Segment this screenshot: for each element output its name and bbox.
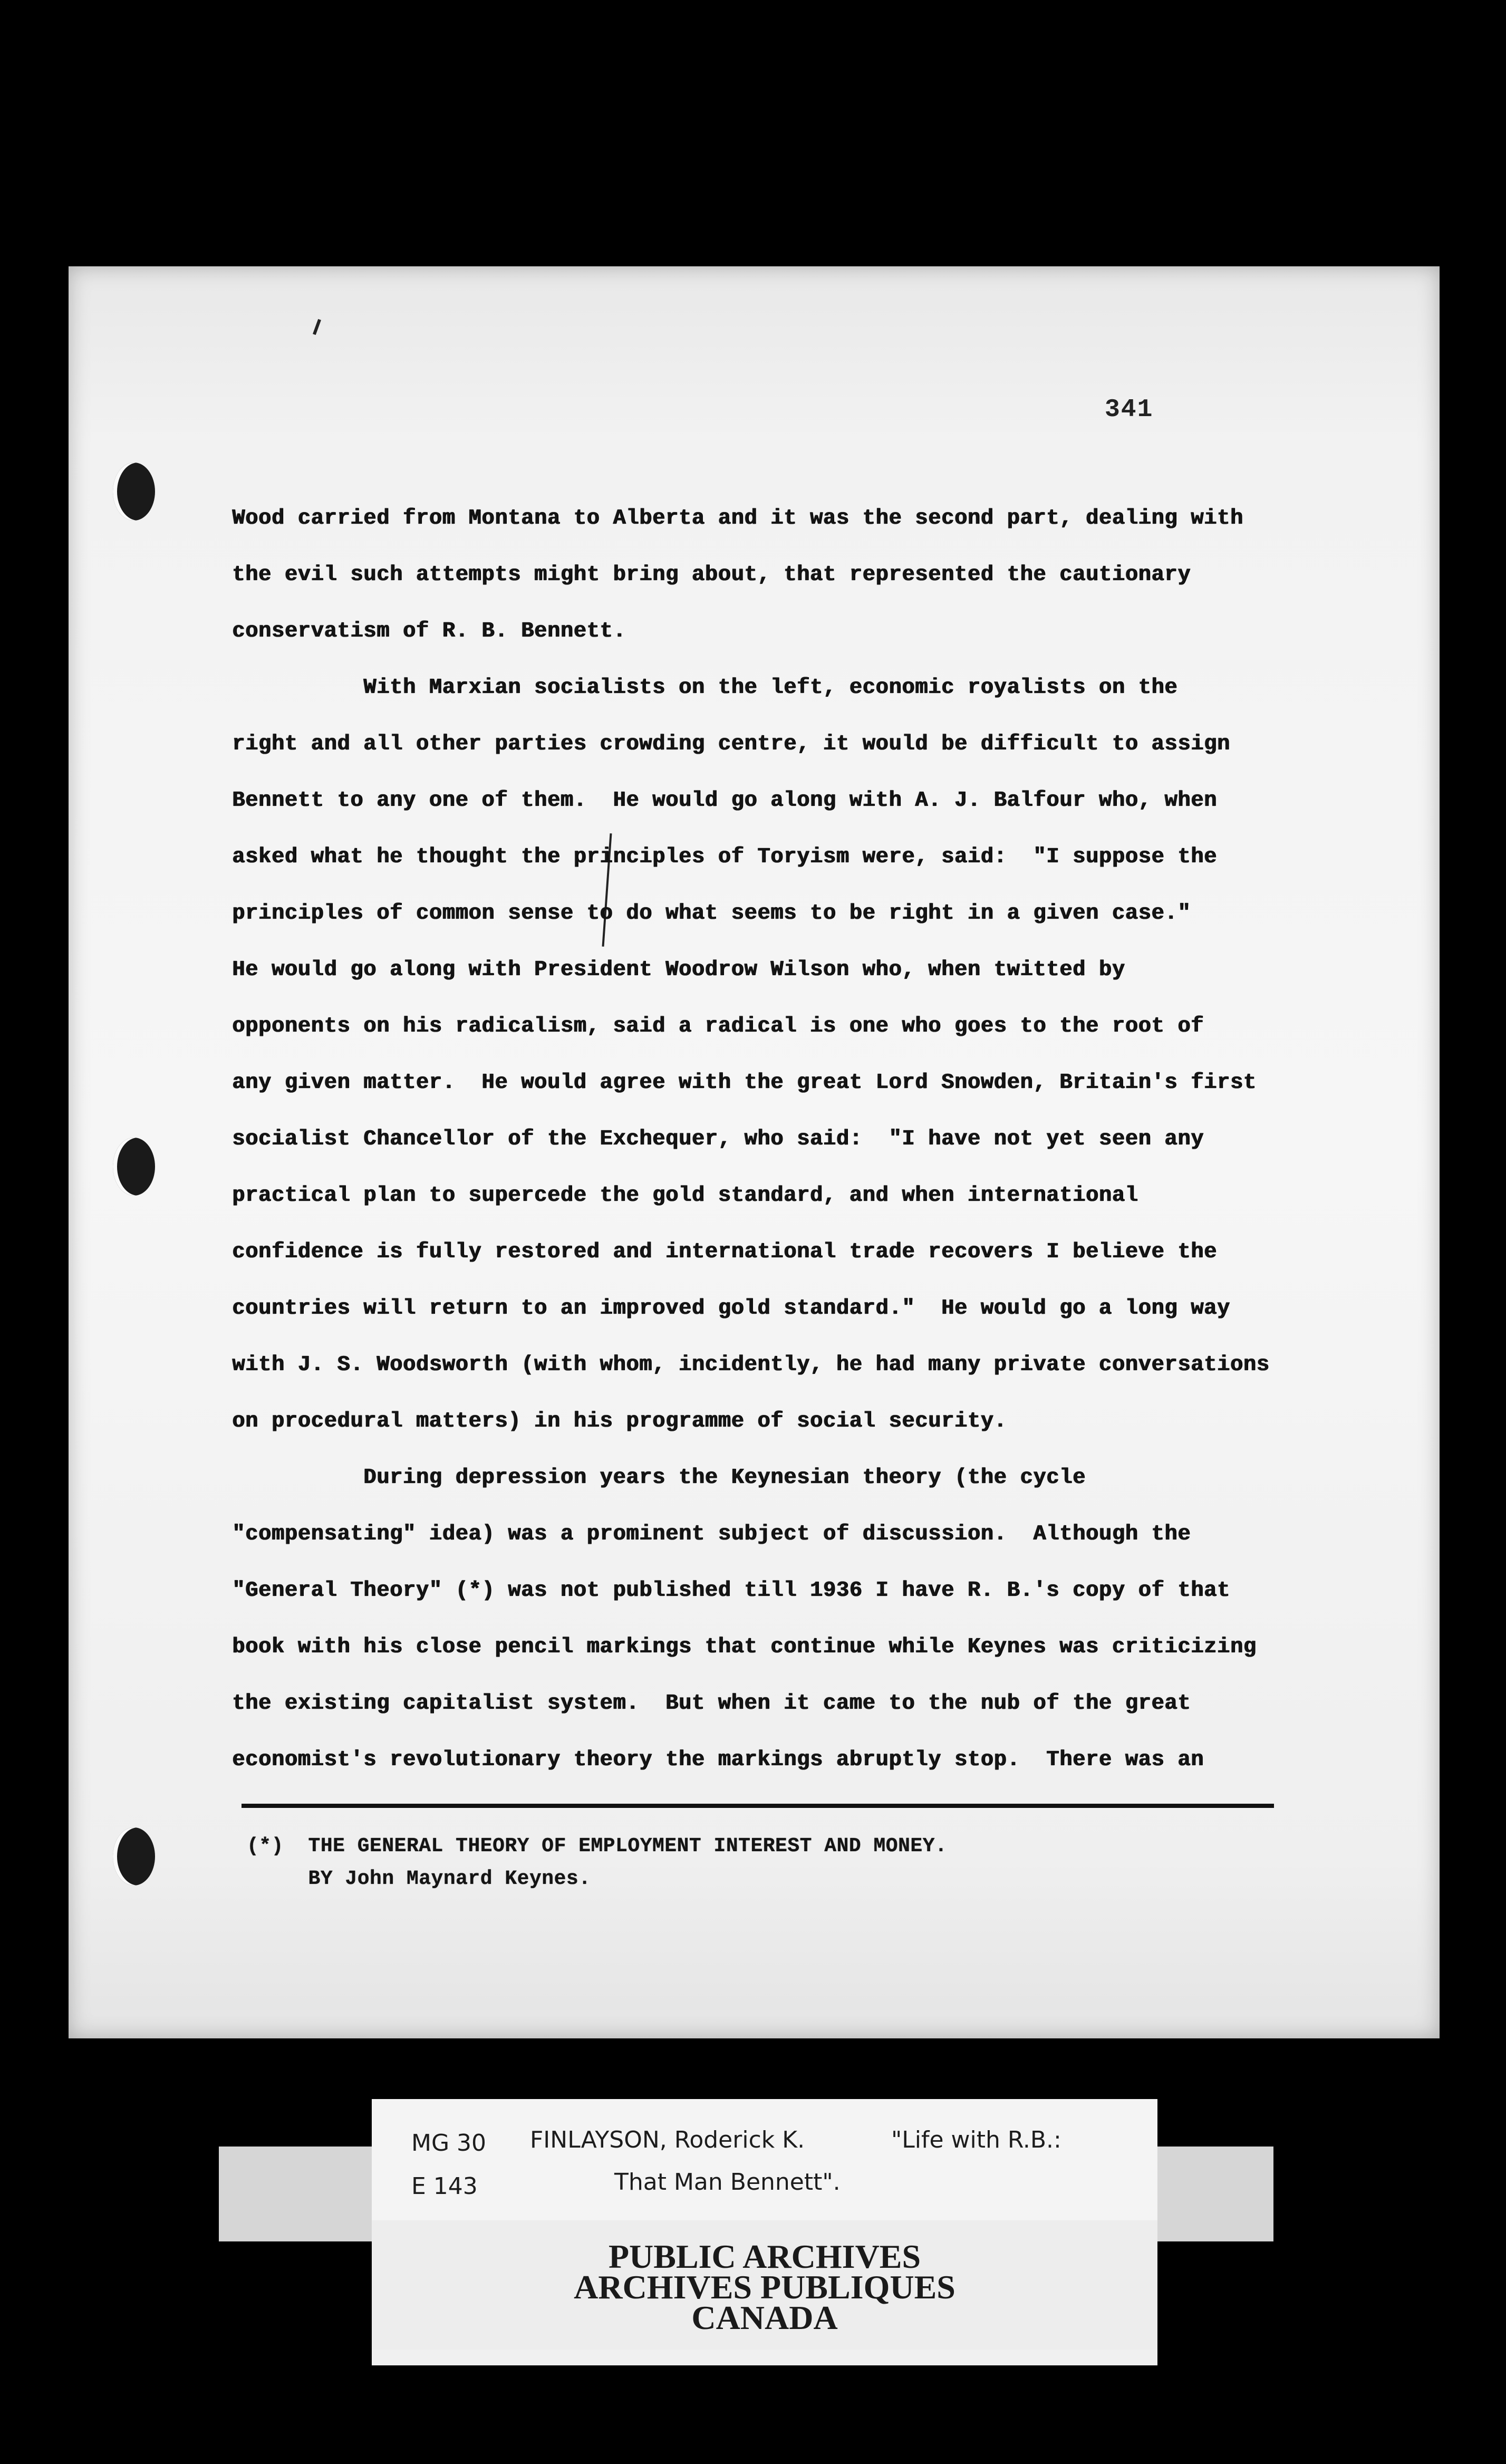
text-line: Bennett to any one of them. He would go along with A. J. Balfour who, when [232,788,1217,813]
text-line: socialist Chancellor of the Exchequer, who said: "I have not yet seen any [232,1127,1204,1151]
stamp-public-archives: PUBLIC ARCHIVES [608,2238,921,2275]
punch-hole-bottom [113,1827,155,1885]
text-line: Wood carried from Montana to Alberta and it was the second part, dealing with [232,506,1243,531]
text-line: book with his close pencil markings that continue while Keynes was criticizing [232,1635,1257,1659]
archive-stamp-area [372,2220,1157,2352]
body-text [232,490,1403,1788]
text-line: the evil such attempts might bring about, that represented the cautionary [232,563,1191,587]
footnote-line: BY John Maynard Keynes. [247,1868,591,1890]
archive-e-number: E 143 [411,2173,478,2200]
text-line: practical plan to supercede the gold standard, and when international [232,1183,1138,1208]
text-line: right and all other parties crowding centre, it would be difficult to assign [232,732,1230,756]
text-line: confidence is fully restored and international trade recovers I believe the [232,1240,1217,1264]
text-line: conservatism of R. B. Bennett. [232,619,626,643]
text-line: the existing capitalist system. But when it came to the nub of the great [232,1691,1191,1716]
text-line: opponents on his radicalism, said a radical is one who goes to the root of [232,1014,1204,1038]
text-line: He would go along with President Woodrow Wilson who, when twitted by [232,958,1125,982]
archive-title-part1: "Life with R.B.: [891,2126,1061,2153]
footnote-line: (*) THE GENERAL THEORY OF EMPLOYMENT INTEREST AND MONEY. [247,1835,948,1857]
text-line: on procedural matters) in his programme of social security. [232,1409,1007,1433]
stamp-canada: CANADA [691,2299,838,2336]
stamp-archives-publiques: ARCHIVES PUBLIQUES [574,2268,955,2306]
archive-mg-number: MG 30 [411,2130,487,2157]
footnote-divider [242,1804,1274,1808]
text-line: With Marxian socialists on the left, economic royalists on the [232,676,1178,700]
archive-title-part2: That Man Bennett". [614,2169,841,2196]
footnote [247,1830,947,1895]
page-number: 341 [1105,396,1154,424]
text-line: "compensating" idea) was a prominent subject of discussion. Although the [232,1522,1191,1546]
text-line: with J. S. Woodsworth (with whom, incidently, he had many private conversations [232,1353,1270,1377]
punch-hole-top [113,463,155,521]
text-line: principles of common sense to do what seems to be right in a given case." [232,901,1191,926]
text-line: During depression years the Keynesian theory (the cycle [232,1466,1086,1490]
pen-stroke-mark [313,319,321,335]
label-bottom-edge [372,2350,1157,2365]
punch-hole-middle [113,1138,155,1196]
text-line: economist's revolutionary theory the markings abruptly stop. There was an [232,1748,1204,1772]
text-line: asked what he thought the principles of Toryism were, said: "I suppose the [232,845,1217,869]
archive-author: FINLAYSON, Roderick K. [530,2126,805,2153]
text-line: countries will return to an improved gold standard." He would go a long way [232,1296,1230,1321]
text-line: any given matter. He would agree with the great Lord Snowden, Britain's first [232,1071,1257,1095]
text-line: "General Theory" (*) was not published till 1936 I have R. B.'s copy of that [232,1578,1230,1603]
